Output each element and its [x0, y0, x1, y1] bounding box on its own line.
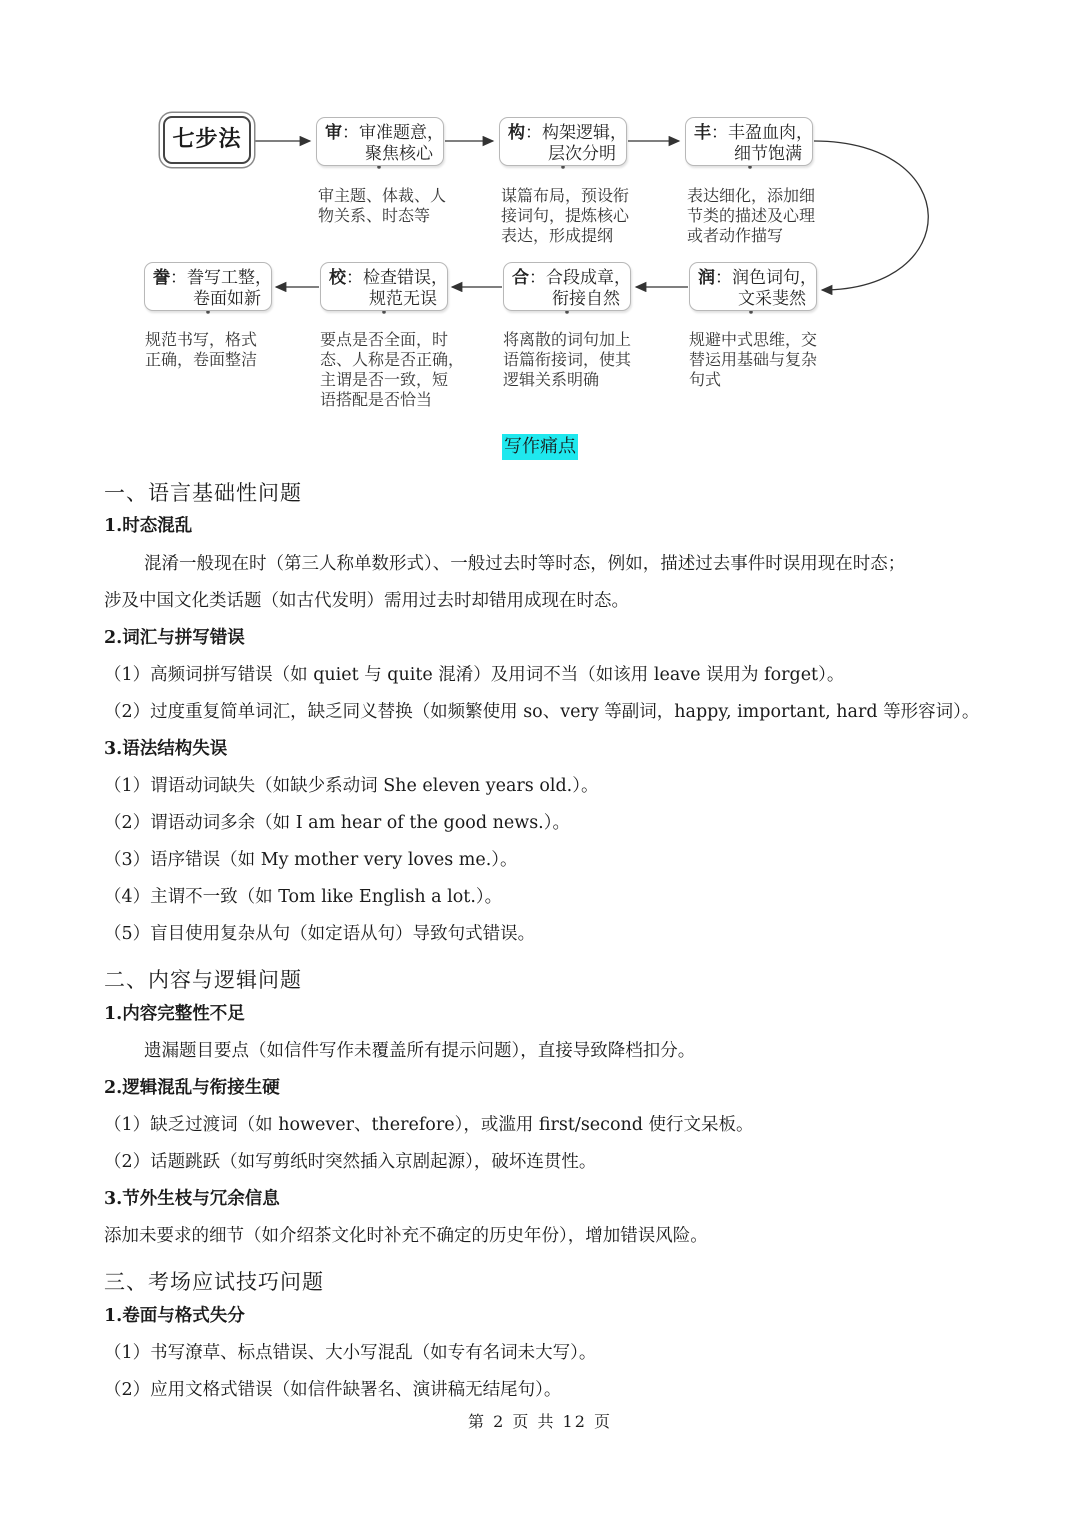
note-line: 审主题、体裁、人 — [318, 186, 447, 205]
step-key: 润 — [698, 268, 715, 288]
subsection-heading: 1.时态混乱 — [104, 516, 193, 536]
section-heading: 二、内容与逻辑问题 — [104, 968, 302, 992]
step-box-shen: 审：审准题意， 聚焦核心 — [316, 117, 444, 166]
step-line2: 层次分明 — [548, 144, 616, 164]
note-line: 表达细化，添加细 — [687, 186, 816, 205]
subsection-heading: 1.卷面与格式失分 — [104, 1306, 245, 1326]
step-note-feng — [687, 186, 827, 246]
paragraph-line: 遗漏题目要点（如信件写作未覆盖所有提示问题），直接导致降档扣分。 — [144, 1041, 696, 1061]
note-line: 节类的描述及心理 — [687, 206, 816, 225]
list-item: （3）语序错误（如 My mother very loves me.）。 — [104, 850, 518, 870]
step-line1: 检查错误， — [363, 268, 448, 288]
note-line: 主谓是否一致，短 — [320, 370, 449, 389]
subsection-heading: 3.语法结构失误 — [104, 739, 228, 759]
note-line: 句式 — [689, 370, 722, 389]
step-key: 合 — [512, 268, 529, 288]
note-line: 或者动作描写 — [687, 226, 784, 245]
note-line: 替运用基础与复杂 — [689, 350, 818, 369]
list-item: （2）应用文格式错误（如信件缺署名、演讲稿无结尾句）。 — [104, 1380, 562, 1400]
step-line2: 卷面如新 — [193, 289, 261, 309]
step-box-feng: 丰：丰盈血肉， 细节饱满 — [685, 117, 813, 166]
step-line2: 聚焦核心 — [365, 144, 433, 164]
list-item: （1）谓语动词缺失（如缺少系动词 She eleven years old.）。 — [104, 776, 599, 796]
note-line: 规避中式思维，交 — [689, 330, 818, 349]
step-box-jiao: 校：检查错误， 规范无误 — [320, 262, 448, 311]
note-line: 表达，形成提纲 — [501, 226, 614, 245]
subsection-heading: 3.节外生枝与冗余信息 — [104, 1189, 280, 1209]
step-note-jiao — [320, 330, 465, 410]
flowchart-start-box: 七步法 — [163, 116, 251, 164]
note-line: 物关系、时态等 — [318, 206, 431, 225]
step-note-he — [503, 330, 643, 390]
list-item: （2）过度重复简单词汇，缺乏同义替换（如频繁使用 so、very 等副词，happy, important, hard 等形容词）。 — [104, 702, 980, 722]
step-key: 誊 — [153, 268, 170, 288]
note-line: 逻辑关系明确 — [503, 370, 600, 389]
list-item: （1）高频词拼写错误（如 quiet 与 quite 混淆）及用词不当（如该用 leave 误用为 forget）。 — [104, 665, 845, 685]
step-line2: 细节饱满 — [734, 144, 802, 164]
note-line: 态、人称是否正确， — [320, 350, 465, 369]
note-line: 接词句，提炼核心 — [501, 206, 630, 225]
step-line1: 合段成章， — [546, 268, 631, 288]
step-box-gou: 构：构架逻辑， 层次分明 — [499, 117, 627, 166]
step-line1: 构架逻辑， — [542, 123, 627, 143]
list-item: （5）盲目使用复杂从句（如定语从句）导致句式错误。 — [104, 924, 536, 944]
subsection-heading: 2.词汇与拼写错误 — [104, 628, 245, 648]
list-item: （2）谓语动词多余（如 I am hear of the good news.）。 — [104, 813, 570, 833]
section-heading: 一、语言基础性问题 — [104, 481, 302, 505]
step-line1: 审准题意， — [359, 123, 444, 143]
seven-step-flowchart — [0, 0, 1080, 430]
step-note-run — [689, 330, 829, 390]
note-line: 语篇衔接词，使其 — [503, 350, 632, 369]
step-line1: 润色词句， — [732, 268, 817, 288]
note-line: 谋篇布局，预设衔 — [501, 186, 630, 205]
step-box-he: 合：合段成章， 衔接自然 — [503, 262, 631, 311]
step-line1: 誊写工整， — [187, 268, 272, 288]
page-footer: 第 2 页 共 12 页 — [468, 1412, 612, 1431]
list-item: （2）话题跳跃（如写剪纸时突然插入京剧起源），破坏连贯性。 — [104, 1152, 597, 1172]
step-line2: 文采斐然 — [738, 289, 806, 309]
section-banner: 写作痛点 — [502, 434, 578, 460]
step-key: 校 — [329, 268, 346, 288]
subsection-heading: 2.逻辑混乱与衔接生硬 — [104, 1078, 280, 1098]
list-item: （1）书写潦草、标点错误、大小写混乱（如专有名词未大写）。 — [104, 1343, 597, 1363]
step-key: 丰 — [694, 123, 711, 143]
step-note-teng — [145, 330, 285, 370]
step-line1: 丰盈血肉， — [728, 123, 813, 143]
step-key: 审 — [325, 123, 342, 143]
section-heading: 三、考场应试技巧问题 — [104, 1270, 324, 1294]
paragraph-line: 涉及中国文化类话题（如古代发明）需用过去时却错用成现在时态。 — [104, 591, 629, 611]
step-box-run: 润：润色词句， 文采斐然 — [689, 262, 817, 311]
note-line: 要点是否全面，时 — [320, 330, 449, 349]
step-note-gou — [501, 186, 641, 246]
step-note-shen — [318, 186, 458, 226]
step-line2: 衔接自然 — [552, 289, 620, 309]
paragraph-line: 混淆一般现在时（第三人称单数形式）、一般过去时等时态，例如，描述过去事件时误用现在时态； — [144, 554, 906, 574]
step-key: 构 — [508, 123, 525, 143]
note-line: 将离散的词句加上 — [503, 330, 632, 349]
paragraph-line: 添加未要求的细节（如介绍茶文化时补充不确定的历史年份），增加错误风险。 — [104, 1226, 708, 1246]
step-box-teng: 誊：誊写工整， 卷面如新 — [144, 262, 272, 311]
note-line: 语搭配是否恰当 — [320, 390, 433, 409]
subsection-heading: 1.内容完整性不足 — [104, 1004, 245, 1024]
step-line2: 规范无误 — [369, 289, 437, 309]
list-item: （1）缺乏过渡词（如 however、therefore），或滥用 first/second 使行文呆板。 — [104, 1115, 754, 1135]
list-item: （4）主谓不一致（如 Tom like English a lot.）。 — [104, 887, 503, 907]
note-line: 规范书写，格式 — [145, 330, 258, 349]
note-line: 正确，卷面整洁 — [145, 350, 258, 369]
